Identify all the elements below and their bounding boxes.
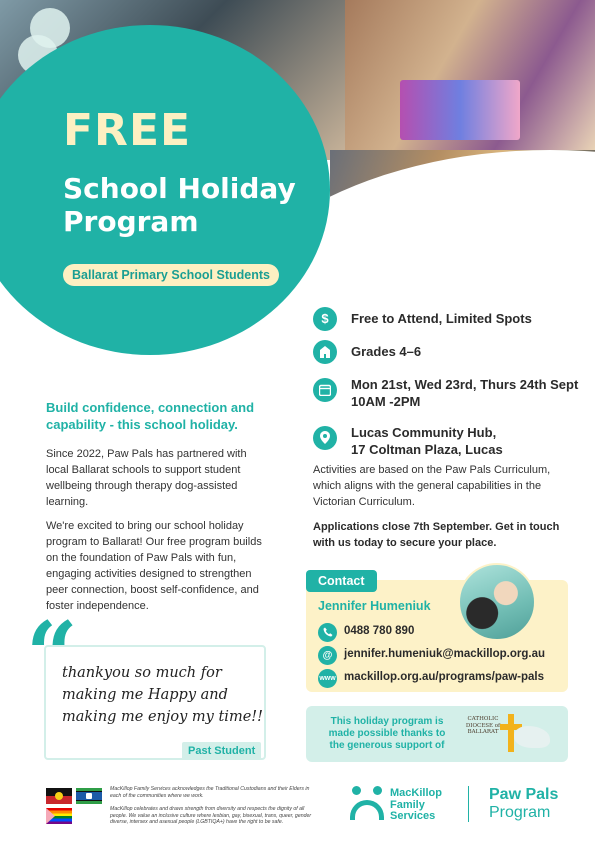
aboriginal-flag-icon: [46, 788, 72, 804]
acknowledgement-text: MacKillop Family Services acknowledges the Traditional Custodians and their Elders in each of the communities where we work.: [110, 786, 310, 799]
photo-dog-sensory-mat: [345, 0, 595, 150]
title-line: School Holiday: [63, 172, 296, 205]
paw-pals-logo-text: Paw Pals: [489, 786, 559, 803]
website-link[interactable]: mackillop.org.au/programs/paw-pals: [344, 671, 545, 683]
info-text: 10AM -2PM: [351, 394, 421, 409]
mackillop-logo-icon: [350, 786, 384, 820]
applications-text: Applications close 7th September. Get in touch with us today to secure your place.: [313, 521, 560, 549]
dollar-icon: $: [313, 307, 337, 331]
program-logo-text: Program: [489, 804, 551, 821]
map-shape: [514, 726, 550, 748]
phone-number[interactable]: 0488 780 890: [344, 625, 415, 637]
title-line: Program: [63, 205, 199, 238]
sensory-mat: [400, 80, 520, 140]
logo-line: MacKillop: [390, 787, 442, 799]
torres-strait-flag-icon: [76, 788, 102, 804]
info-location: [313, 424, 583, 458]
calendar-icon: [313, 378, 337, 402]
calendar-icon-glyph: [319, 384, 331, 396]
email-icon: @: [318, 646, 337, 665]
contact-name: Jennifer Humeniuk: [318, 599, 431, 613]
info-text: 17 Coltman Plaza, Lucas: [351, 442, 503, 457]
quote-line: thankyou so much for: [62, 665, 222, 681]
testimonial-attribution: Past Student: [182, 742, 261, 760]
event-info: [313, 310, 583, 468]
school-icon-glyph: [318, 346, 332, 358]
diocese-name: CATHOLIC DIOCESE of BALLARAT: [465, 716, 501, 735]
location-pin-icon: [313, 426, 337, 450]
logo-line: Services: [390, 810, 436, 822]
audience-badge: Ballarat Primary School Students: [63, 264, 279, 286]
info-dates: [313, 376, 583, 410]
program-paragraph: We're excited to bring our school holiday program to Ballarat! Our free program builds on the foundation of Paw Pals with fun, engaging activities designed to strengthen peer connection, boost self-confidence, and foster independence.: [46, 520, 262, 612]
mackillop-logo-text: [390, 788, 460, 823]
info-text: Mon 21st, Wed 23rd, Thurs 24th Sept: [351, 377, 579, 392]
email-address[interactable]: jennifer.humeniuk@mackillop.org.au: [344, 648, 546, 660]
diversity-text: MacKillop celebrates and draws strength from diversity and respects the dignity of all people. We value an inclusive culture where lesbian, gay, bisexual, trans, queer, gender diverse, intersex and asexual people (LGBTIQA+) have the right to be safe.: [110, 806, 312, 825]
location-pin-glyph: [320, 431, 330, 444]
testimonial-quote: [62, 662, 262, 728]
lead-heading: Build confidence, connection and capability - this school holiday.: [46, 400, 255, 432]
quote-icon: “: [26, 602, 78, 708]
info-text: Free to Attend, Limited Spots: [351, 311, 532, 326]
phone-icon-glyph: [323, 627, 333, 637]
info-text: Grades 4–6: [351, 344, 422, 359]
contact-avatar: [458, 563, 536, 641]
phone-icon: [318, 623, 337, 642]
pride-flag-icon: [46, 808, 72, 824]
logo-line: Family: [390, 798, 425, 811]
intro-paragraph: Since 2022, Paw Pals has partnered with local Ballarat schools to support student wellbeing through therapy dog-assisted learning.: [46, 448, 247, 508]
info-grades: [313, 343, 583, 360]
info-cost: [313, 310, 583, 327]
school-icon: [313, 340, 337, 364]
page-title: [63, 172, 323, 238]
quote-line: making me enjoy my time!!: [62, 709, 263, 725]
support-text: This holiday program is made possible thanks to the generous support of: [328, 716, 446, 751]
info-text: Lucas Community Hub,: [351, 425, 497, 440]
contact-heading: Contact: [306, 570, 377, 592]
diocese-logo: [462, 714, 552, 754]
quote-line: making me Happy and: [62, 687, 228, 703]
web-icon: www: [318, 669, 337, 688]
hero-free: FREE: [63, 105, 192, 156]
logo-divider: [468, 786, 469, 822]
curriculum-text: Activities are based on the Paw Pals Curriculum, which aligns with the general capabilities in the Victorian Curriculum.: [313, 464, 551, 508]
